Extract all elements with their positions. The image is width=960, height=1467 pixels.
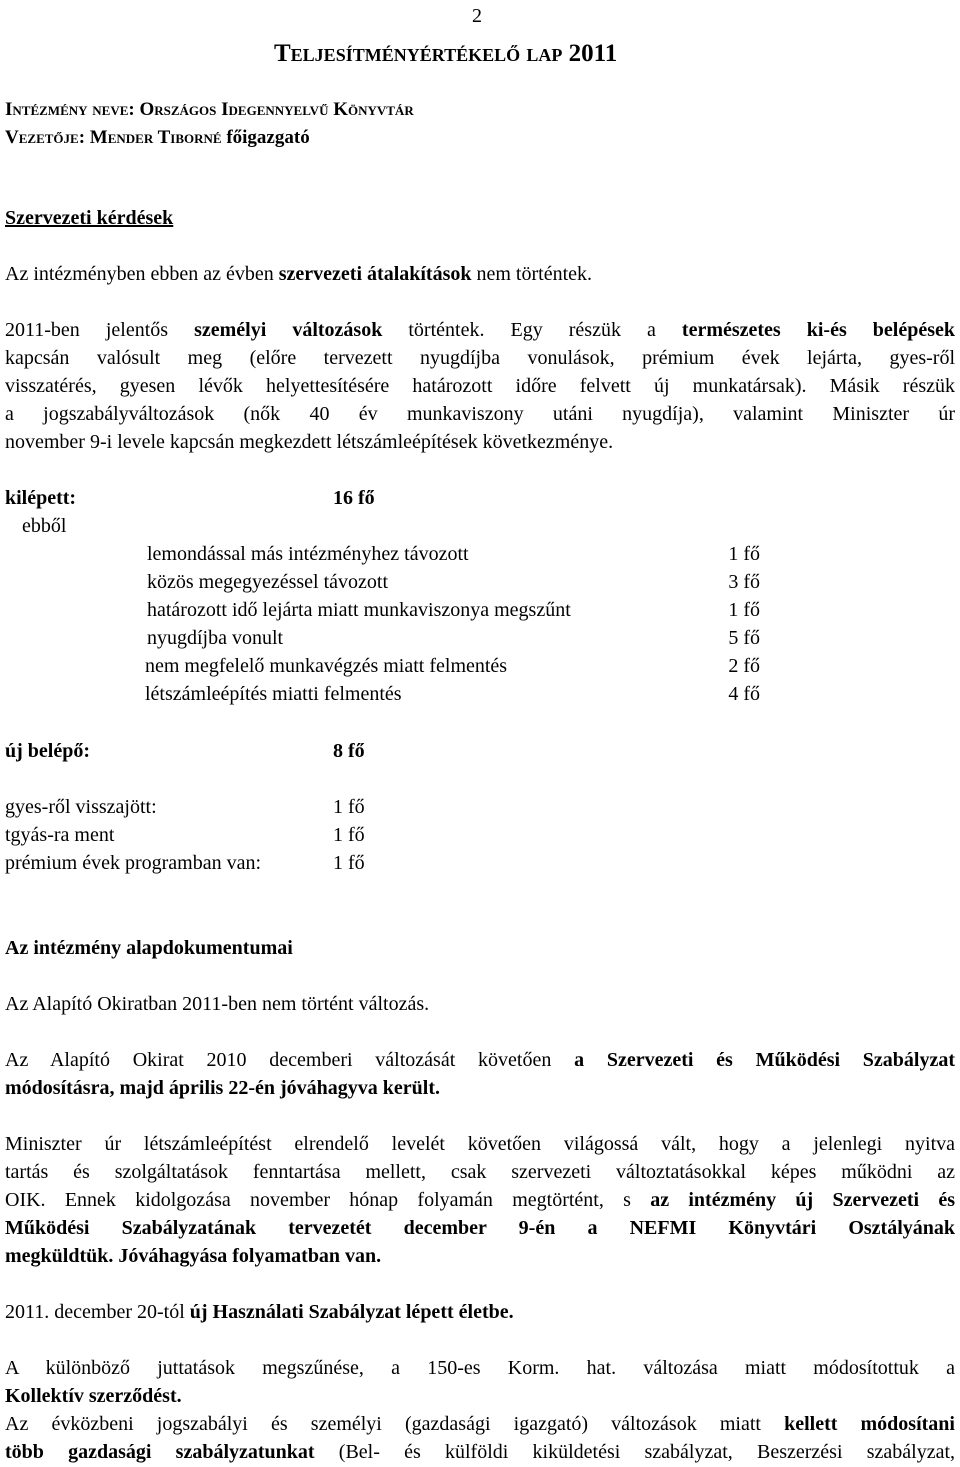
other-label: prémium évek programban van: xyxy=(5,852,262,874)
page-title: Teljesítményértékelő lap 2011 xyxy=(274,40,618,67)
reorg-paragraph-line-4: Működési Szabályzatának tervezetét december 9-én a NEFMI Könyvtári Osztályának xyxy=(5,1217,955,1239)
breakdown-reason: közös megegyezéssel távozott xyxy=(147,571,389,593)
section-heading-documents: Az intézmény alapdokumentumai xyxy=(5,937,293,959)
joined-label: új belépő: xyxy=(5,740,90,762)
breakdown-reason: lemondással más intézményhez távozott xyxy=(147,543,469,565)
page-number: 2 xyxy=(472,5,482,27)
collective-agreement-line-2: Kollektív szerződést. xyxy=(5,1385,182,1407)
breakdown-reason: nem megfelelő munkavégzés miatt felmentés xyxy=(145,655,508,677)
breakdown-count: 3 fő xyxy=(728,571,760,593)
breakdown-reason: határozott idő lejárta miatt munkaviszonya megszűnt xyxy=(147,599,571,621)
left-label: kilépett: xyxy=(5,487,77,509)
breakdown-count: 1 fő xyxy=(728,599,760,621)
reorg-paragraph-line-5: megküldtük. Jóváhagyása folyamatban van. xyxy=(5,1245,382,1267)
institution-label: Intézmény neve: xyxy=(5,99,135,120)
breakdown-count: 2 fő xyxy=(728,655,760,677)
personnel-paragraph-line-2: kapcsán valósult meg (előre tervezett nyugdíjba vonulások, prémium évek lejárta, gyes-ről xyxy=(5,347,955,369)
breakdown-count: 5 fő xyxy=(728,627,760,649)
charter-paragraph: Az Alapító Okiratban 2011-ben nem történt változás. xyxy=(5,993,430,1015)
breakdown-reason: nyugdíjba vonult xyxy=(147,627,284,649)
breakdown-count: 1 fő xyxy=(728,543,760,565)
personnel-paragraph-line-1: 2011-ben jelentős személyi változások történtek. Egy részük a természetes ki-és belépések xyxy=(5,319,956,341)
breakdown-count: 4 fő xyxy=(728,683,760,705)
leader-label: Vezetője: xyxy=(5,127,86,148)
smsz-paragraph-line-1: Az Alapító Okirat 2010 decemberi változását követően a Szervezeti és Működési Szabályzat xyxy=(5,1049,955,1071)
reorg-paragraph-line-1: Miniszter úr létszámleépítést elrendelő levelét követően világossá vált, hogy a jelenlegi nyitva xyxy=(5,1133,955,1155)
leader-name: Mender Tiborné xyxy=(89,127,222,148)
financial-rules-line-2: több gazdasági szabályzatunkat (Bel- és külföldi kiküldetési szabályzat, Beszerzési szabályzat, xyxy=(5,1441,956,1463)
institution-name: Országos Idegennyelvű Könyvtár xyxy=(139,99,414,120)
organization-paragraph: Az intézményben ebben az évben szervezeti átalakítások nem történtek. xyxy=(5,263,593,285)
personnel-paragraph-line-3: visszatérés, gyesen lévők helyettesítésére határozott időre felvett új munkatársak). Másik részük xyxy=(5,375,955,397)
joined-value: 8 fő xyxy=(333,740,365,762)
breakdown-reason: létszámleépítés miatti felmentés xyxy=(145,683,402,705)
institution-line xyxy=(5,96,414,124)
leader-title: főigazgató xyxy=(226,127,310,148)
other-label: gyes-ről visszajött: xyxy=(5,796,157,818)
personnel-paragraph-line-5: november 9-i levele kapcsán megkezdett létszámleépítések következménye. xyxy=(5,431,614,453)
section-heading-organization: Szervezeti kérdések xyxy=(5,207,174,229)
other-count: 1 fő xyxy=(333,824,365,846)
collective-agreement-line-1: A különböző juttatások megszűnése, a 150-es Korm. hat. változása miatt módosítottuk a xyxy=(5,1357,955,1379)
leader-line xyxy=(5,124,310,152)
of-which-label: ebből xyxy=(22,515,67,537)
other-label: tgyás-ra ment xyxy=(5,824,115,846)
other-count: 1 fő xyxy=(333,852,365,874)
reorg-paragraph-line-2: tartás és szolgáltatások fenntartása mellett, csak szervezeti változtatásokkal képes működni az xyxy=(5,1161,955,1183)
left-value: 16 fő xyxy=(333,487,375,509)
smsz-paragraph-line-2: módosításra, majd április 22-én jóváhagyva került. xyxy=(5,1077,440,1099)
reorg-paragraph-line-3: OIK. Ennek kidolgozása november hónap folyamán megtörtént, s az intézmény új Szervezeti és xyxy=(5,1189,955,1211)
usage-rules-paragraph: 2011. december 20-tól új Használati Szabályzat lépett életbe. xyxy=(5,1301,514,1323)
financial-rules-line-1: Az évközbeni jogszabályi és személyi (gazdasági igazgató) változások miatt kellett módosítani xyxy=(5,1413,955,1435)
personnel-paragraph-line-4: a jogszabályváltozások (nők 40 év munkaviszony utáni nyugdíja), valamint Miniszter úr xyxy=(5,403,955,425)
other-count: 1 fő xyxy=(333,796,365,818)
